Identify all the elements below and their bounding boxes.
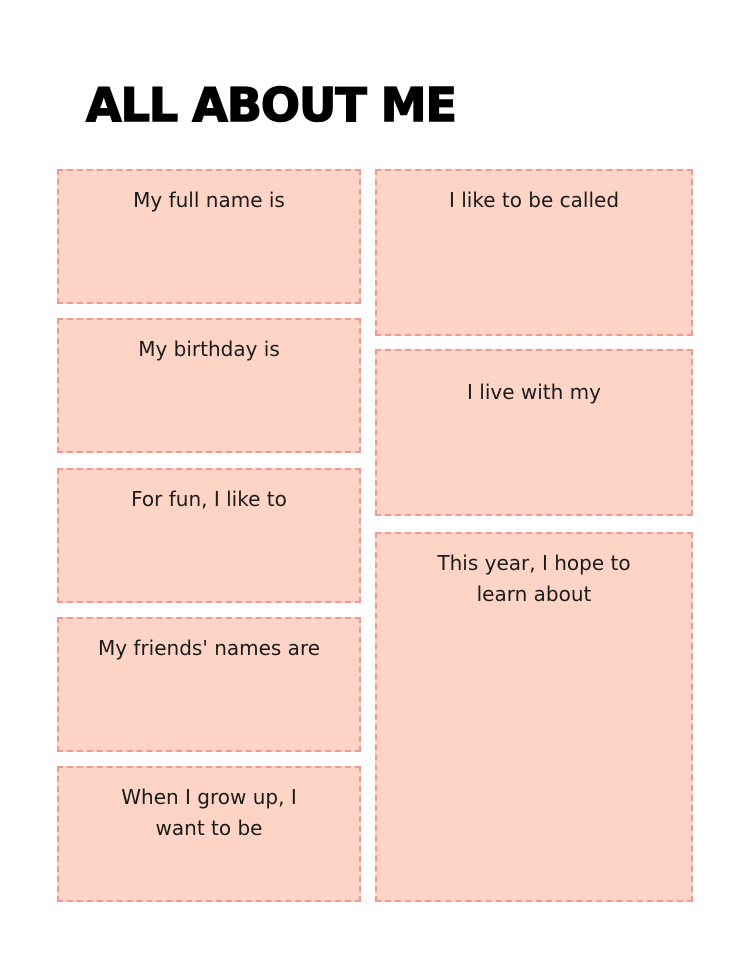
fun-prompt: For fun, I like to xyxy=(131,487,287,511)
full-name-box[interactable] xyxy=(57,169,361,304)
hope-to-learn-box[interactable] xyxy=(375,532,693,902)
grow-up-prompt: When I grow up, I want to be xyxy=(121,785,297,840)
live-with-box[interactable] xyxy=(375,349,693,516)
live-with-prompt: I live with my xyxy=(467,380,601,404)
hope-to-learn-prompt: This year, I hope to learn about xyxy=(437,551,631,606)
friends-names-prompt: My friends' names are xyxy=(97,636,321,660)
birthday-box[interactable] xyxy=(57,318,361,453)
called-prompt: I like to be called xyxy=(448,188,620,212)
full-name-prompt: My full name is xyxy=(133,188,285,212)
birthday-prompt: My birthday is xyxy=(138,337,280,361)
friends-names-box[interactable] xyxy=(57,617,361,752)
fun-box[interactable] xyxy=(57,468,361,603)
page-title: ALL ABOUT ME xyxy=(86,78,456,132)
grow-up-box[interactable] xyxy=(57,766,361,902)
called-box[interactable] xyxy=(375,169,693,336)
